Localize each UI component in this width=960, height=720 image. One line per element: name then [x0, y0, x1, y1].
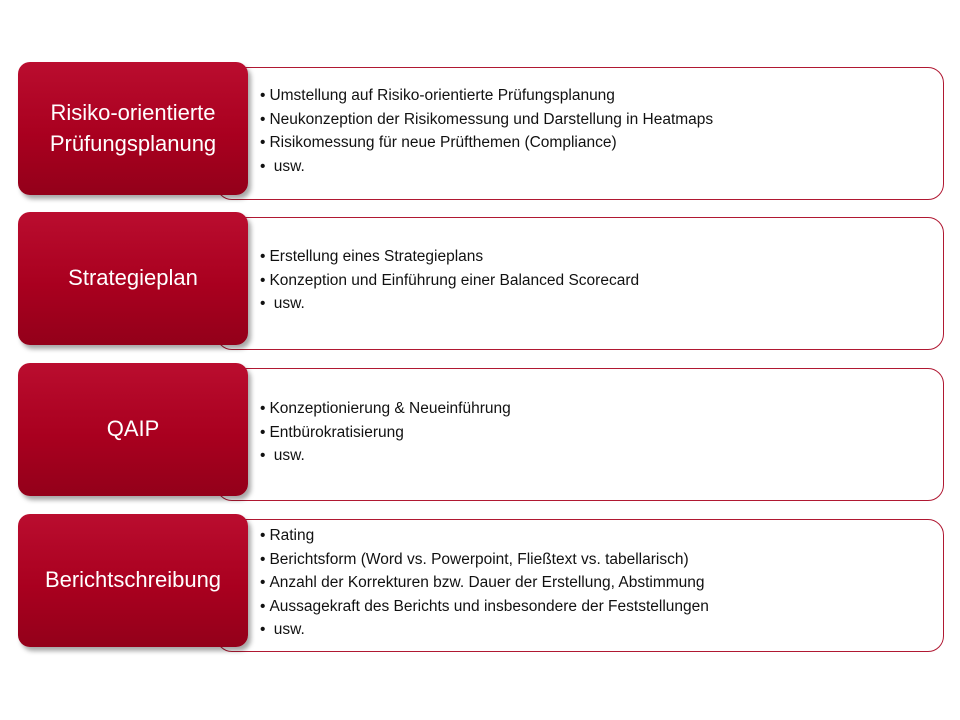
topic-bullet-list — [260, 245, 639, 316]
topic-title: QAIP — [106, 416, 160, 442]
bullet-item: • Entbürokratisierung — [260, 421, 511, 445]
bullet-item: • Neukonzeption der Risikomessung und Darstellung in Heatmaps — [260, 108, 713, 132]
bullet-item: • Konzeptionierung & Neueinführung — [260, 397, 511, 421]
topic-bullet-list — [260, 397, 511, 468]
topic-row-risk-planning — [18, 62, 946, 200]
topic-label-box — [18, 212, 248, 345]
topic-row-qaip — [18, 363, 946, 501]
bullet-item: • Berichtsform (Word vs. Powerpoint, Fließtext vs. tabellarisch) — [260, 548, 709, 572]
bullet-item: • Erstellung eines Strategieplans — [260, 245, 639, 269]
topic-label-box — [18, 514, 248, 647]
topic-bullet-list — [260, 524, 709, 642]
topic-title: Risiko-orientierte Prüfungsplanung — [49, 99, 217, 156]
bullet-item: • usw. — [260, 155, 713, 179]
bullet-item: • usw. — [260, 618, 709, 642]
bullet-item: • usw. — [260, 444, 511, 468]
topic-title: Strategieplan — [68, 265, 198, 291]
bullet-item: • Aussagekraft des Berichts und insbesondere der Feststellungen — [260, 595, 709, 619]
bullet-item: • Anzahl der Korrekturen bzw. Dauer der Erstellung, Abstimmung — [260, 571, 709, 595]
bullet-item: • Risikomessung für neue Prüfthemen (Compliance) — [260, 131, 713, 155]
topic-bullet-list — [260, 84, 713, 178]
bullet-item: • usw. — [260, 292, 639, 316]
bullet-item: • Konzeption und Einführung einer Balanced Scorecard — [260, 269, 639, 293]
bullet-item: • Umstellung auf Risiko-orientierte Prüfungsplanung — [260, 84, 713, 108]
topic-title: Berichtschreibung — [44, 567, 222, 593]
topic-row-strategy-plan — [18, 212, 946, 350]
topic-label-box — [18, 363, 248, 496]
topic-label-box — [18, 62, 248, 195]
bullet-item: • Rating — [260, 524, 709, 548]
topic-row-report-writing — [18, 514, 946, 652]
